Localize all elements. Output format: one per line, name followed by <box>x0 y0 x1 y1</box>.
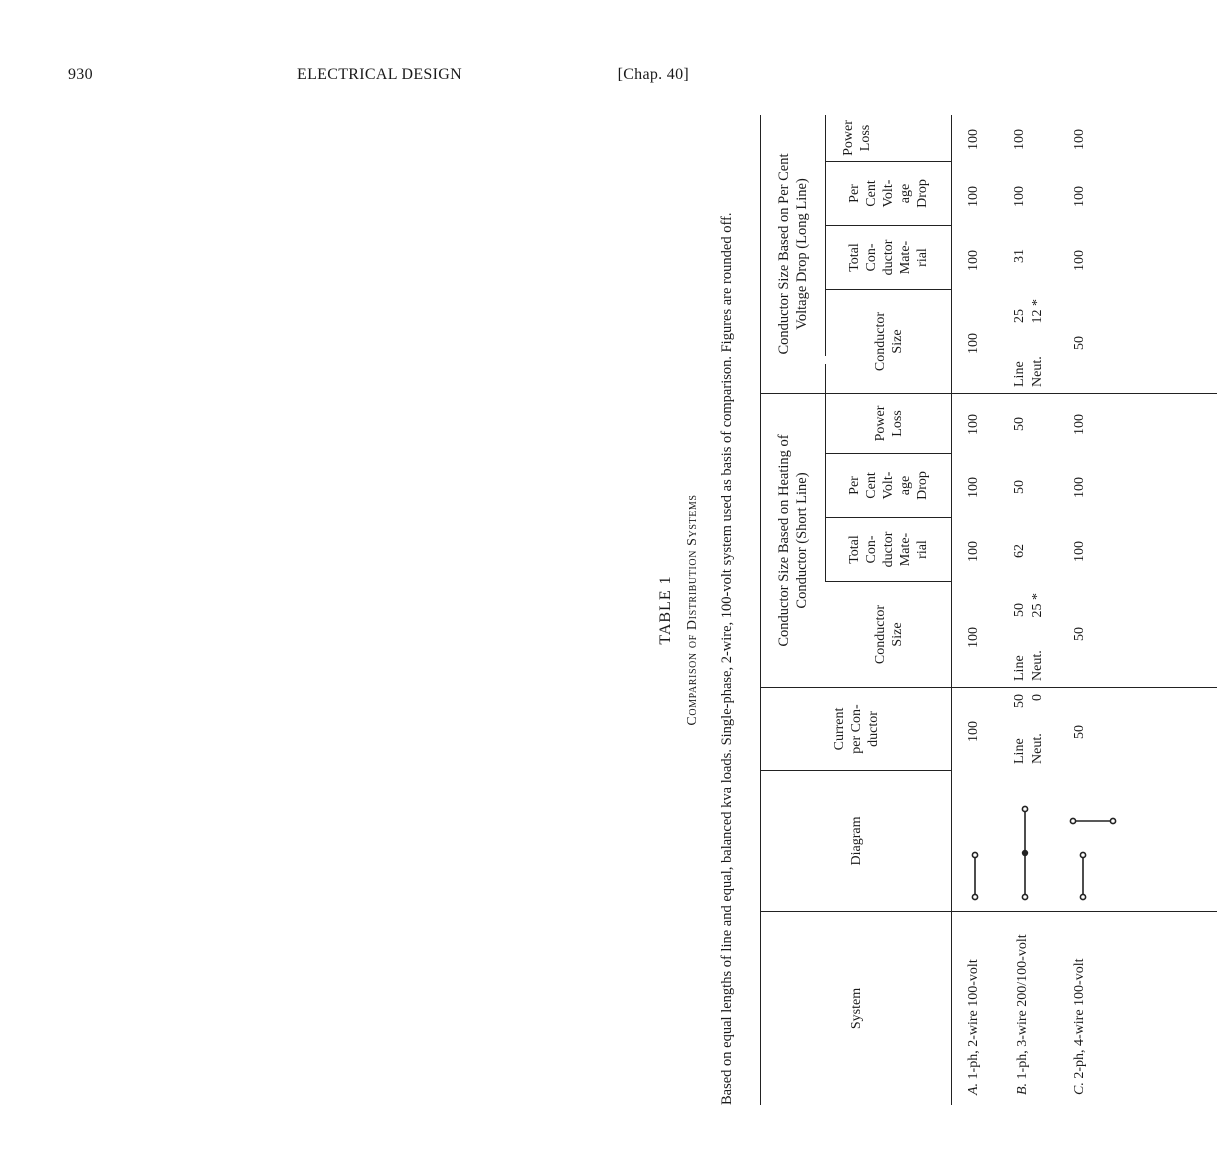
header-long-size: Conductor Size <box>872 311 905 372</box>
row-c-current: 50 <box>1072 725 1087 739</box>
row-a-current: 100 <box>966 721 981 742</box>
header-diagram: Diagram <box>848 816 864 866</box>
header-long-loss: Power Loss <box>840 120 873 156</box>
row-a-short-size: 100 <box>966 627 981 648</box>
row-b-long-drop: 100 <box>1012 186 1027 207</box>
row-a-diagram-icon <box>972 852 977 899</box>
row-b-short-drop: 50 <box>1012 480 1027 494</box>
table-title: TABLE 1 <box>657 575 674 645</box>
row-c-short-material: 100 <box>1072 541 1087 562</box>
row-a-long-material: 100 <box>966 250 981 271</box>
header-group-long: Conductor Size Based on Per Cent Voltage Drop (Long Line) <box>776 153 810 355</box>
table-note: Based on equal lengths of line and equal, balanced kva loads. Single-phase, 2-wire, 100-volt system used as basis of comparison. Figures are rounded off. <box>719 212 735 1105</box>
row-c-long-loss: 100 <box>1072 129 1087 150</box>
header-bottom-rule <box>951 115 952 1105</box>
row-a-short-loss: 100 <box>966 414 981 435</box>
page-number: 930 <box>68 66 93 83</box>
row-c-short-drop: 100 <box>1072 477 1087 498</box>
row-b-long-loss: 100 <box>1012 129 1027 150</box>
row-c-diagram-icon <box>1070 818 1115 899</box>
rotated-table-block: TABLE 1 Comparison of Distribution Systems Based on equal lengths of line and equal, balanced kva loads. Single-phase, 2-wire, 100-volt system used as basis of comparison. Figures are rounded off. System Diagram Current per Con- ductor Conductor Size Based on Heating of Conductor (Short Line) Conductor Size Based on Per Cent Voltage Drop (Long Line) Conductor Size Total Con- ductor Mate- rial Per Cent Volt- age Drop Power Loss Conductor Size Total Con- ductor Mate- rial Per Cent Volt- age Drop Power Loss A. 1-ph, 2-wire 100-volt 100 100 100 100 100 100 100 100 100 B. 1-ph, 3-wire 200/100-volt Line 50 Neut. 0 Line 50 Neut. 25 * 62 50 50 Line 25 Neut. 12 * 31 100 100 C. 2-ph, 4-wire 100-volt 50 50 100 100 100 50 100 100 100 <box>657 115 1217 1105</box>
wiring-diagrams <box>953 771 1113 911</box>
row-a-short-material: 100 <box>966 541 981 562</box>
row-a-short-drop: 100 <box>966 477 981 498</box>
header-short-material: Total Con- ductor Mate- rial <box>847 531 930 568</box>
header-long-drop: Per Cent Volt- age Drop <box>847 179 930 208</box>
header-long-material: Total Con- ductor Mate- rial <box>847 239 930 276</box>
header-short-drop: Per Cent Volt- age Drop <box>847 471 930 500</box>
row-a-long-loss: 100 <box>966 129 981 150</box>
row-b-diagram-icon <box>1022 806 1027 899</box>
header-group-short: Conductor Size Based on Heating of Conductor (Short Line) <box>776 434 810 647</box>
row-a-system: A. 1-ph, 2-wire 100-volt <box>966 959 981 1095</box>
running-title: ELECTRICAL DESIGN <box>297 66 462 83</box>
row-c-short-loss: 100 <box>1072 414 1087 435</box>
row-b-long-material: 31 <box>1012 249 1027 263</box>
header-current: Current per Con- ductor <box>831 704 881 754</box>
row-b-short-material: 62 <box>1012 544 1027 558</box>
header-short-loss: Power Loss <box>872 405 905 442</box>
table-subtitle: Comparison of Distribution Systems <box>685 494 700 726</box>
row-b-system: B. 1-ph, 3-wire 200/100-volt <box>1015 934 1030 1095</box>
chapter-label: [Chap. 40] <box>617 66 689 83</box>
row-c-system: C. 2-ph, 4-wire 100-volt <box>1072 958 1087 1095</box>
row-c-short-size: 50 <box>1072 627 1087 641</box>
row-a-long-size: 100 <box>966 333 981 354</box>
row-c-long-size: 50 <box>1072 336 1087 350</box>
row-c-long-material: 100 <box>1072 250 1087 271</box>
row-b-short-loss: 50 <box>1012 417 1027 431</box>
header-system: System <box>848 987 864 1030</box>
row-c-long-drop: 100 <box>1072 186 1087 207</box>
row-a-long-drop: 100 <box>966 186 981 207</box>
header-short-size: Conductor Size <box>872 604 905 665</box>
